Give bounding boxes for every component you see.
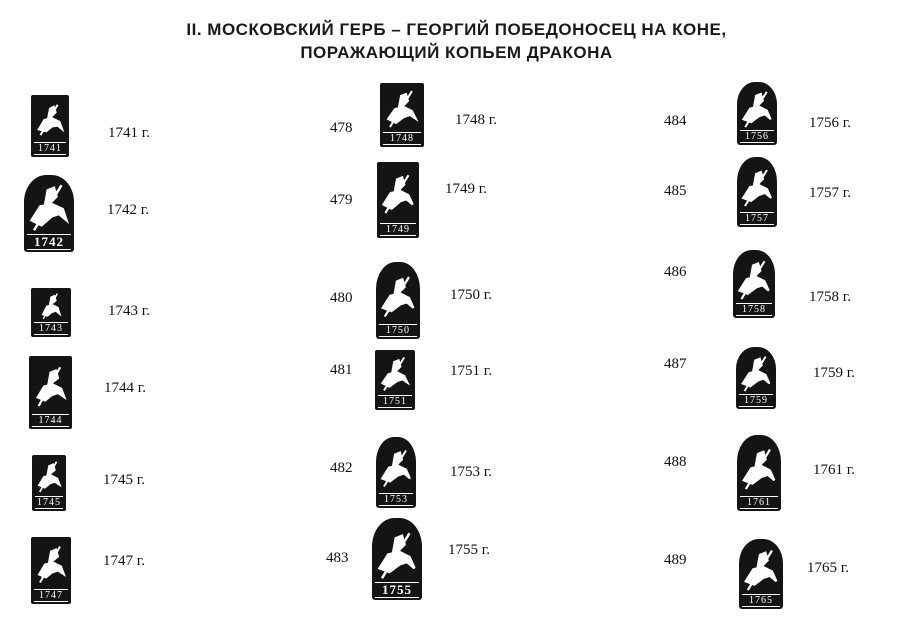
year-label: 1744 г. [104,380,146,396]
year-label: 1759 г. [813,365,855,381]
year-label: 1748 г. [455,112,497,128]
item-number: 478 [330,120,353,136]
year-label: 1755 г. [448,542,490,558]
st-george-icon [372,518,422,586]
stamp-date: 1753 [379,493,413,506]
year-label: 1765 г. [807,560,849,576]
stamp-date: 1765 [742,594,780,607]
item-number: 481 [330,362,353,378]
item-number: 489 [664,552,687,568]
year-label: 1758 г. [809,289,851,305]
stamp-date: 1749 [380,223,416,236]
stamp-date: 1759 [739,394,773,407]
stamp-date: 1742 [27,234,71,250]
hallmark-stamp [372,518,422,600]
st-george-icon [376,437,416,494]
st-george-icon [31,537,71,590]
stamp-date: 1744 [32,414,69,427]
hallmark-stamp [31,288,71,337]
st-george-icon [737,82,777,131]
year-label: 1743 г. [108,303,150,319]
year-label: 1753 г. [450,464,492,480]
hallmark-stamp [733,250,775,318]
stamp-date: 1741 [34,142,66,155]
year-label: 1742 г. [107,202,149,218]
hallmark-stamp [737,82,777,145]
hallmark-stamp [24,175,74,252]
hallmark-stamp [31,95,69,157]
year-label: 1741 г. [108,125,150,141]
item-number: 486 [664,264,687,280]
year-label: 1750 г. [450,287,492,303]
item-number: 483 [326,550,349,566]
year-label: 1761 г. [813,462,855,478]
stamp-date: 1758 [736,303,772,316]
hallmark-stamp [736,347,776,409]
heading-line-1: II. МОСКОВСКИЙ ГЕРБ – ГЕОРГИЙ ПОБЕДОНОСЕЦ НА КОНЕ, [186,20,727,39]
hallmark-stamp [375,350,415,410]
hallmark-stamp [376,437,416,508]
stamp-date: 1743 [34,322,68,335]
item-number: 482 [330,460,353,476]
st-george-icon [29,356,72,415]
year-label: 1747 г. [103,553,145,569]
stamp-date: 1750 [379,324,417,337]
heading-line-2: ПОРАЖАЮЩИЙ КОПЬЕМ ДРАКОНА [300,43,613,62]
st-george-icon [737,157,777,213]
year-label: 1751 г. [450,363,492,379]
st-george-icon [380,83,424,133]
stamp-date: 1751 [378,395,412,408]
stamp-date: 1748 [383,132,421,145]
st-george-icon [24,175,74,238]
year-label: 1756 г. [809,115,851,131]
st-george-icon [377,162,419,224]
stamp-date: 1745 [37,497,61,508]
st-george-icon [32,455,66,497]
hallmark-stamp [739,539,783,609]
stamp-date: 1757 [740,212,774,225]
hallmark-stamp [380,83,424,147]
st-george-icon [375,350,415,396]
st-george-icon [736,347,776,395]
hallmark-stamp [32,455,66,511]
hallmark-stamp [31,537,71,604]
hallmark-stamp [737,157,777,227]
year-label: 1757 г. [809,185,851,201]
item-number: 487 [664,356,687,372]
st-george-icon [376,262,420,325]
st-george-icon [31,288,71,323]
st-george-icon [31,95,69,143]
item-number: 488 [664,454,687,470]
st-george-icon [733,250,775,304]
item-number: 479 [330,192,353,208]
stamp-date: 1761 [740,496,778,509]
hallmark-stamp [377,162,419,238]
hallmark-stamp [737,435,781,511]
hallmark-stamp [29,356,72,429]
hallmark-stamp [376,262,420,339]
stamp-date: 1747 [34,589,68,602]
item-number: 480 [330,290,353,306]
year-label: 1749 г. [445,181,487,197]
item-number: 485 [664,183,687,199]
stamp-date: 1755 [375,582,419,598]
stamp-date: 1756 [740,130,774,143]
item-number: 484 [664,113,687,129]
year-label: 1745 г. [103,472,145,488]
st-george-icon [737,435,781,497]
st-george-icon [739,539,783,595]
